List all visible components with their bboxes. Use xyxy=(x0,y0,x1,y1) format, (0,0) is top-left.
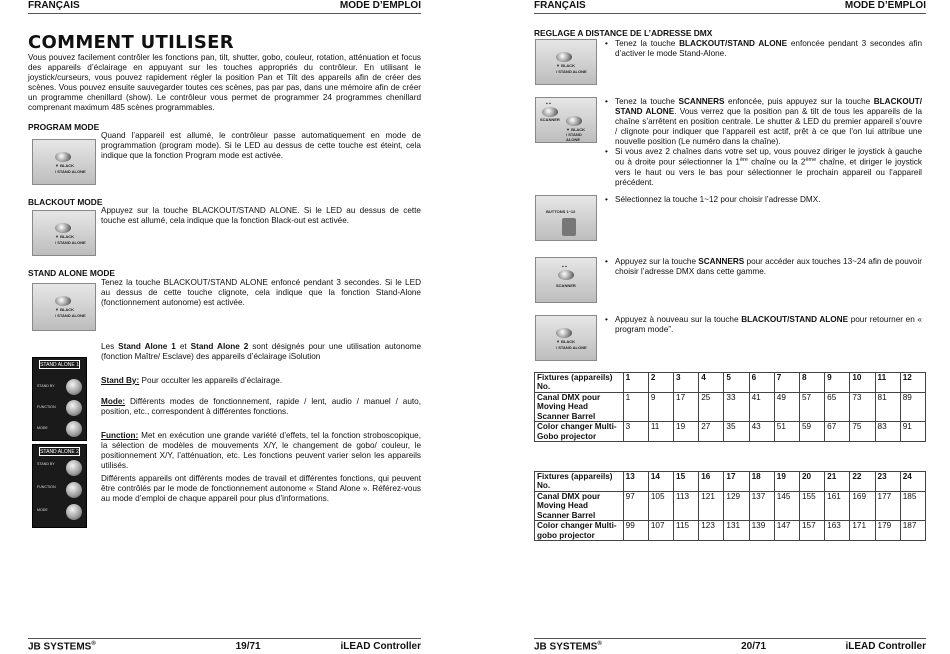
table-cell: 7 xyxy=(774,373,799,393)
table-cell: 27 xyxy=(699,422,724,442)
table-cell: 115 xyxy=(674,521,699,541)
intro-paragraph: Vous pouvez facilement contrôler les fonctions pan, tilt, shutter, gobo, couleur, rotation, atténuation et focus des appareils d’éclairage en appuyant sur les touches appropriés du contrôleur. En utilisant le joystick/curseurs, vous pouvez rapidement régler la position Pan et Tilt des appareils afin de créer des scènes. Vous pouvez ensuite sauvegarder toutes ces scènes, pas par pas, dans une mémoire afin de créer un programme chenillard (show). Le contrôleur vous permet de programmer 24 programmes chenillard comprenant maximum 485 scènes programmables. xyxy=(28,53,421,112)
page-right xyxy=(534,0,926,654)
table-cell: 139 xyxy=(749,521,774,541)
page-header xyxy=(28,0,421,14)
table-cell: 4 xyxy=(699,373,724,393)
footer-page-number: 20/71 xyxy=(741,641,767,652)
led-icon xyxy=(55,296,71,306)
table-cell: 67 xyxy=(825,422,850,442)
blackout-button-image xyxy=(32,210,96,256)
table-cell: 83 xyxy=(875,422,900,442)
table-cell: 3 xyxy=(674,373,699,393)
standalone-mode-text: Tenez la touche BLACKOUT/STAND ALONE enfoncé pendant 3 secondes. Si le LED au dessus de cette touche clignote, cela indique que la fonction Stand-Alone (fonctionnement autonome) est activée. xyxy=(101,278,421,307)
standby-button-icon xyxy=(66,379,82,395)
table-cell: 6 xyxy=(749,373,774,393)
step-scanners-range: • Appuyez sur la touche SCANNERS pour accéder aux touches 13~24 afin de pouvoir choisir l’adresse DMX dans cette gamme. xyxy=(605,257,922,277)
table-cell: 23 xyxy=(875,472,900,492)
led-icon xyxy=(558,270,574,280)
standalone-mode-heading: STAND ALONE MODE xyxy=(28,268,116,278)
button-label: / STAND ALONE xyxy=(556,69,587,74)
header-language: FRANÇAIS xyxy=(28,0,80,11)
table-cell: 59 xyxy=(799,422,824,442)
dmx-table-fixtures-1-12 xyxy=(534,372,926,442)
step-joystick-chain: • Si vous avez 2 chaînes dans votre set up, vous pouvez diriger le joystick à gauche ou à droite pour sélectionner la 1ère chaîne ou la 2ème chaîne, et diriger le joystick vers le haut ou vers le bas pour sélectionner le prochain appareil ou l’appareil précédent. xyxy=(605,147,922,188)
panel-label: FUNCTION xyxy=(37,405,56,409)
table-cell: 169 xyxy=(850,491,875,520)
table-cell: 21 xyxy=(825,472,850,492)
row-label: Color changer Multi-gobo projector xyxy=(535,521,624,541)
page-header xyxy=(534,0,926,14)
panel-title: STAND ALONE 1 xyxy=(40,362,79,368)
table-cell: 121 xyxy=(699,491,724,520)
button-label: SCANNER xyxy=(556,283,576,288)
blackout-button-image xyxy=(535,315,597,361)
page-left xyxy=(28,0,421,654)
footer-product: iLEAD Controller xyxy=(340,641,421,652)
table-cell: 25 xyxy=(699,392,724,421)
table-cell: 5 xyxy=(724,373,749,393)
table-cell: 105 xyxy=(648,491,673,520)
footer-brand: JB SYSTEMS® xyxy=(534,641,602,653)
stand-alone-1-panel xyxy=(32,357,87,441)
standby-button-icon xyxy=(66,460,82,476)
led-icon xyxy=(556,52,572,62)
button-label: ▼ BLACK xyxy=(566,127,586,132)
table-cell: 155 xyxy=(799,491,824,520)
table-cell: 2 xyxy=(648,373,673,393)
button-label: ▼ BLACK xyxy=(55,234,75,239)
table-cell: 57 xyxy=(799,392,824,421)
table-cell: 147 xyxy=(774,521,799,541)
panel-label: MODE xyxy=(37,508,48,512)
button-label: ▼ BLACK xyxy=(556,339,576,344)
table-cell: 19 xyxy=(774,472,799,492)
led-icon xyxy=(55,152,71,162)
dmx-address-heading: REGLAGE A DISTANCE DE L’ADRESSE DMX xyxy=(534,28,713,38)
led-icon xyxy=(55,223,71,233)
step-list xyxy=(605,97,922,188)
button-label: BUTTONS 1~12 xyxy=(546,209,576,214)
panel-label: STAND BY xyxy=(37,462,55,466)
panel-label: MODE xyxy=(37,426,48,430)
table-cell: 35 xyxy=(724,422,749,442)
table-cell: 1 xyxy=(623,373,648,393)
table-cell: 89 xyxy=(900,392,925,421)
step-list xyxy=(605,257,922,277)
mode-description: Mode: Différents modes de fonctionnement, rapide / lent, audio / manuel / auto, position, etc., correspondent à différentes fonctions. xyxy=(101,397,421,416)
table-cell: 3 xyxy=(623,422,648,442)
row-label: Fixtures (appareils) No. xyxy=(535,472,624,492)
row-label: Canal DMX pour Moving Head Scanner Barrel xyxy=(535,491,624,520)
table-cell: 33 xyxy=(724,392,749,421)
table-cell: 179 xyxy=(875,521,900,541)
table-cell: 43 xyxy=(749,422,774,442)
table-row xyxy=(535,422,926,442)
table-cell: 123 xyxy=(699,521,724,541)
step-return-program: • Appuyez à nouveau sur la touche BLACKOUT/STAND ALONE pour retourner en « program mode”. xyxy=(605,315,922,335)
table-cell: 14 xyxy=(648,472,673,492)
fader-knob-icon xyxy=(562,218,576,236)
dmx-table-fixtures-13-24 xyxy=(534,471,926,541)
table-cell: 41 xyxy=(749,392,774,421)
footer-page-number: 19/71 xyxy=(235,641,261,652)
table-cell: 177 xyxy=(875,491,900,520)
panel-title: STAND ALONE 2 xyxy=(40,449,79,455)
page-footer xyxy=(534,638,926,654)
button-label: ▼ BLACK xyxy=(55,307,75,312)
table-cell: 129 xyxy=(724,491,749,520)
led-icon xyxy=(556,328,572,338)
table-cell: 10 xyxy=(850,373,875,393)
table-cell: 12 xyxy=(900,373,925,393)
program-mode-heading: PROGRAM MODE xyxy=(28,122,100,132)
header-section: MODE D’EMPLOI xyxy=(844,0,926,11)
blackout-button-image xyxy=(535,39,597,85)
table-cell: 1 xyxy=(623,392,648,421)
table-cell: 17 xyxy=(724,472,749,492)
button-label: ▼ BLACK xyxy=(556,63,576,68)
table-cell: 20 xyxy=(799,472,824,492)
table-cell: 9 xyxy=(825,373,850,393)
step-list xyxy=(605,39,922,59)
table-cell: 24 xyxy=(900,472,925,492)
function-description: Function: Met en exécution une grande variété d’effets, tel la fonction stroboscopique, la sélection de modèles de mouvements X/Y, le changement de gobo/ couleur, le positionnement X/Y, l’atténuation, etc. Les fonctions peuvent varier selon les appareils utilisés. xyxy=(101,431,421,470)
table-cell: 19 xyxy=(674,422,699,442)
mode-button-icon xyxy=(66,421,82,437)
buttons-1-12-image xyxy=(535,195,597,241)
table-cell: 17 xyxy=(674,392,699,421)
step-blackout-hold: • Tenez la touche BLACKOUT/STAND ALONE enfoncée pendant 3 secondes afin d’activer le mode Stand-Alone. xyxy=(605,39,922,59)
button-label: / STAND ALONE xyxy=(566,132,582,142)
blackout-mode-heading: BLACKOUT MODE xyxy=(28,197,103,207)
stand-alone-2-panel xyxy=(32,444,87,528)
table-cell: 65 xyxy=(825,392,850,421)
modes-note: Différents appareils ont différents modes de travail et différentes fonctions, qui peuvent être contrôlés par le mode de fonctionnement autonome « Stand Alone ». Référez-vous au mode d’emploi de chaque appareil pour plus d’informations. xyxy=(101,474,421,503)
table-cell: 16 xyxy=(699,472,724,492)
panel-label: FUNCTION xyxy=(37,485,56,489)
blackout-button-image xyxy=(32,283,96,331)
footer-brand: JB SYSTEMS® xyxy=(28,641,96,653)
scanner-button-image: ▪ ▪ SCANNER xyxy=(535,257,597,303)
button-label: / STAND ALONE xyxy=(55,240,86,245)
button-label: / STAND ALONE xyxy=(55,313,86,318)
mode-button-icon xyxy=(66,504,82,520)
button-label: / STAND ALONE xyxy=(556,345,587,350)
table-row xyxy=(535,491,926,520)
table-cell: 75 xyxy=(850,422,875,442)
step-scanners-blackout: • Tenez la touche SCANNERS enfoncée, puis appuyez sur la touche BLACKOUT/ STAND ALONE. Vous verrez que la position pan & tilt de tous les appareils de la chaîne s’arrêtent en position centrale. Le shutter & LED du premier appareil s’ouvre / clignote pour indiquer que l’appareil est actif, prêt à ce que l’on lui attribue une nouvelle position (Le numéro dans la chaîne). xyxy=(605,97,922,147)
table-cell: 97 xyxy=(623,491,648,520)
stand-alone-paragraph: Les Stand Alone 1 et Stand Alone 2 sont désignés pour une utilisation autonome (fonction Maître/ Esclave) des appareils d’éclairage iSolution xyxy=(101,342,421,361)
header-language: FRANÇAIS xyxy=(534,0,586,11)
table-cell: 171 xyxy=(850,521,875,541)
standby-description: Stand By: Pour occulter les appareils d’éclairage. xyxy=(101,376,283,385)
page-footer xyxy=(28,638,421,654)
table-cell: 113 xyxy=(674,491,699,520)
table-cell: 9 xyxy=(648,392,673,421)
footer-product: iLEAD Controller xyxy=(845,641,926,652)
function-button-icon xyxy=(66,400,82,416)
button-label: ▼ BLACK xyxy=(55,163,75,168)
step-list xyxy=(605,195,922,205)
table-cell: 187 xyxy=(900,521,925,541)
table-row xyxy=(535,392,926,421)
header-section: MODE D’EMPLOI xyxy=(339,0,421,11)
table-cell: 81 xyxy=(875,392,900,421)
blackout-led-icon xyxy=(566,116,582,126)
table-cell: 15 xyxy=(674,472,699,492)
function-button-icon xyxy=(66,482,82,498)
table-cell: 99 xyxy=(623,521,648,541)
table-cell: 137 xyxy=(749,491,774,520)
table-cell: 13 xyxy=(623,472,648,492)
table-cell: 145 xyxy=(774,491,799,520)
table-row xyxy=(535,373,926,393)
table-cell: 22 xyxy=(850,472,875,492)
scanner-blackout-button-image: ▪ ▪ SCANNER ▼ BLACK / STAND ALONE xyxy=(535,97,597,143)
step-list xyxy=(605,315,922,335)
program-mode-text: Quand l’appareil est allumé, le contrôleur passe automatiquement en mode de programmation (program mode). Si le LED au dessus de cette touche est éteint, cela indique que la fonction Program mode est activée. xyxy=(101,131,421,160)
button-label: SCANNER xyxy=(540,117,560,122)
blackout-mode-text: Appuyez sur la touche BLACKOUT/STAND ALONE. Si le LED au dessus de cette touche est allumé, cela indique que la fonction Black-out est activée. xyxy=(101,206,421,225)
panel-label: STAND BY xyxy=(37,384,55,388)
table-cell: 11 xyxy=(648,422,673,442)
table-row xyxy=(535,472,926,492)
table-cell: 107 xyxy=(648,521,673,541)
button-label: / STAND ALONE xyxy=(55,169,86,174)
step-select-button: • Sélectionnez la touche 1~12 pour choisir l’adresse DMX. xyxy=(605,195,922,205)
scanner-led-icon xyxy=(542,107,558,117)
table-cell: 163 xyxy=(825,521,850,541)
page-title: COMMENT UTILISER xyxy=(28,32,234,53)
table-cell: 18 xyxy=(749,472,774,492)
table-cell: 157 xyxy=(799,521,824,541)
table-cell: 161 xyxy=(825,491,850,520)
row-label: Canal DMX pour Moving Head Scanner Barrel xyxy=(535,392,624,421)
table-cell: 11 xyxy=(875,373,900,393)
table-cell: 51 xyxy=(774,422,799,442)
table-cell: 91 xyxy=(900,422,925,442)
row-label: Color changer Multi-Gobo projector xyxy=(535,422,624,442)
row-label: Fixtures (appareils) No. xyxy=(535,373,624,393)
table-cell: 131 xyxy=(724,521,749,541)
table-cell: 185 xyxy=(900,491,925,520)
blackout-button-image xyxy=(32,139,96,185)
table-row xyxy=(535,521,926,541)
table-cell: 49 xyxy=(774,392,799,421)
table-cell: 8 xyxy=(799,373,824,393)
table-cell: 73 xyxy=(850,392,875,421)
